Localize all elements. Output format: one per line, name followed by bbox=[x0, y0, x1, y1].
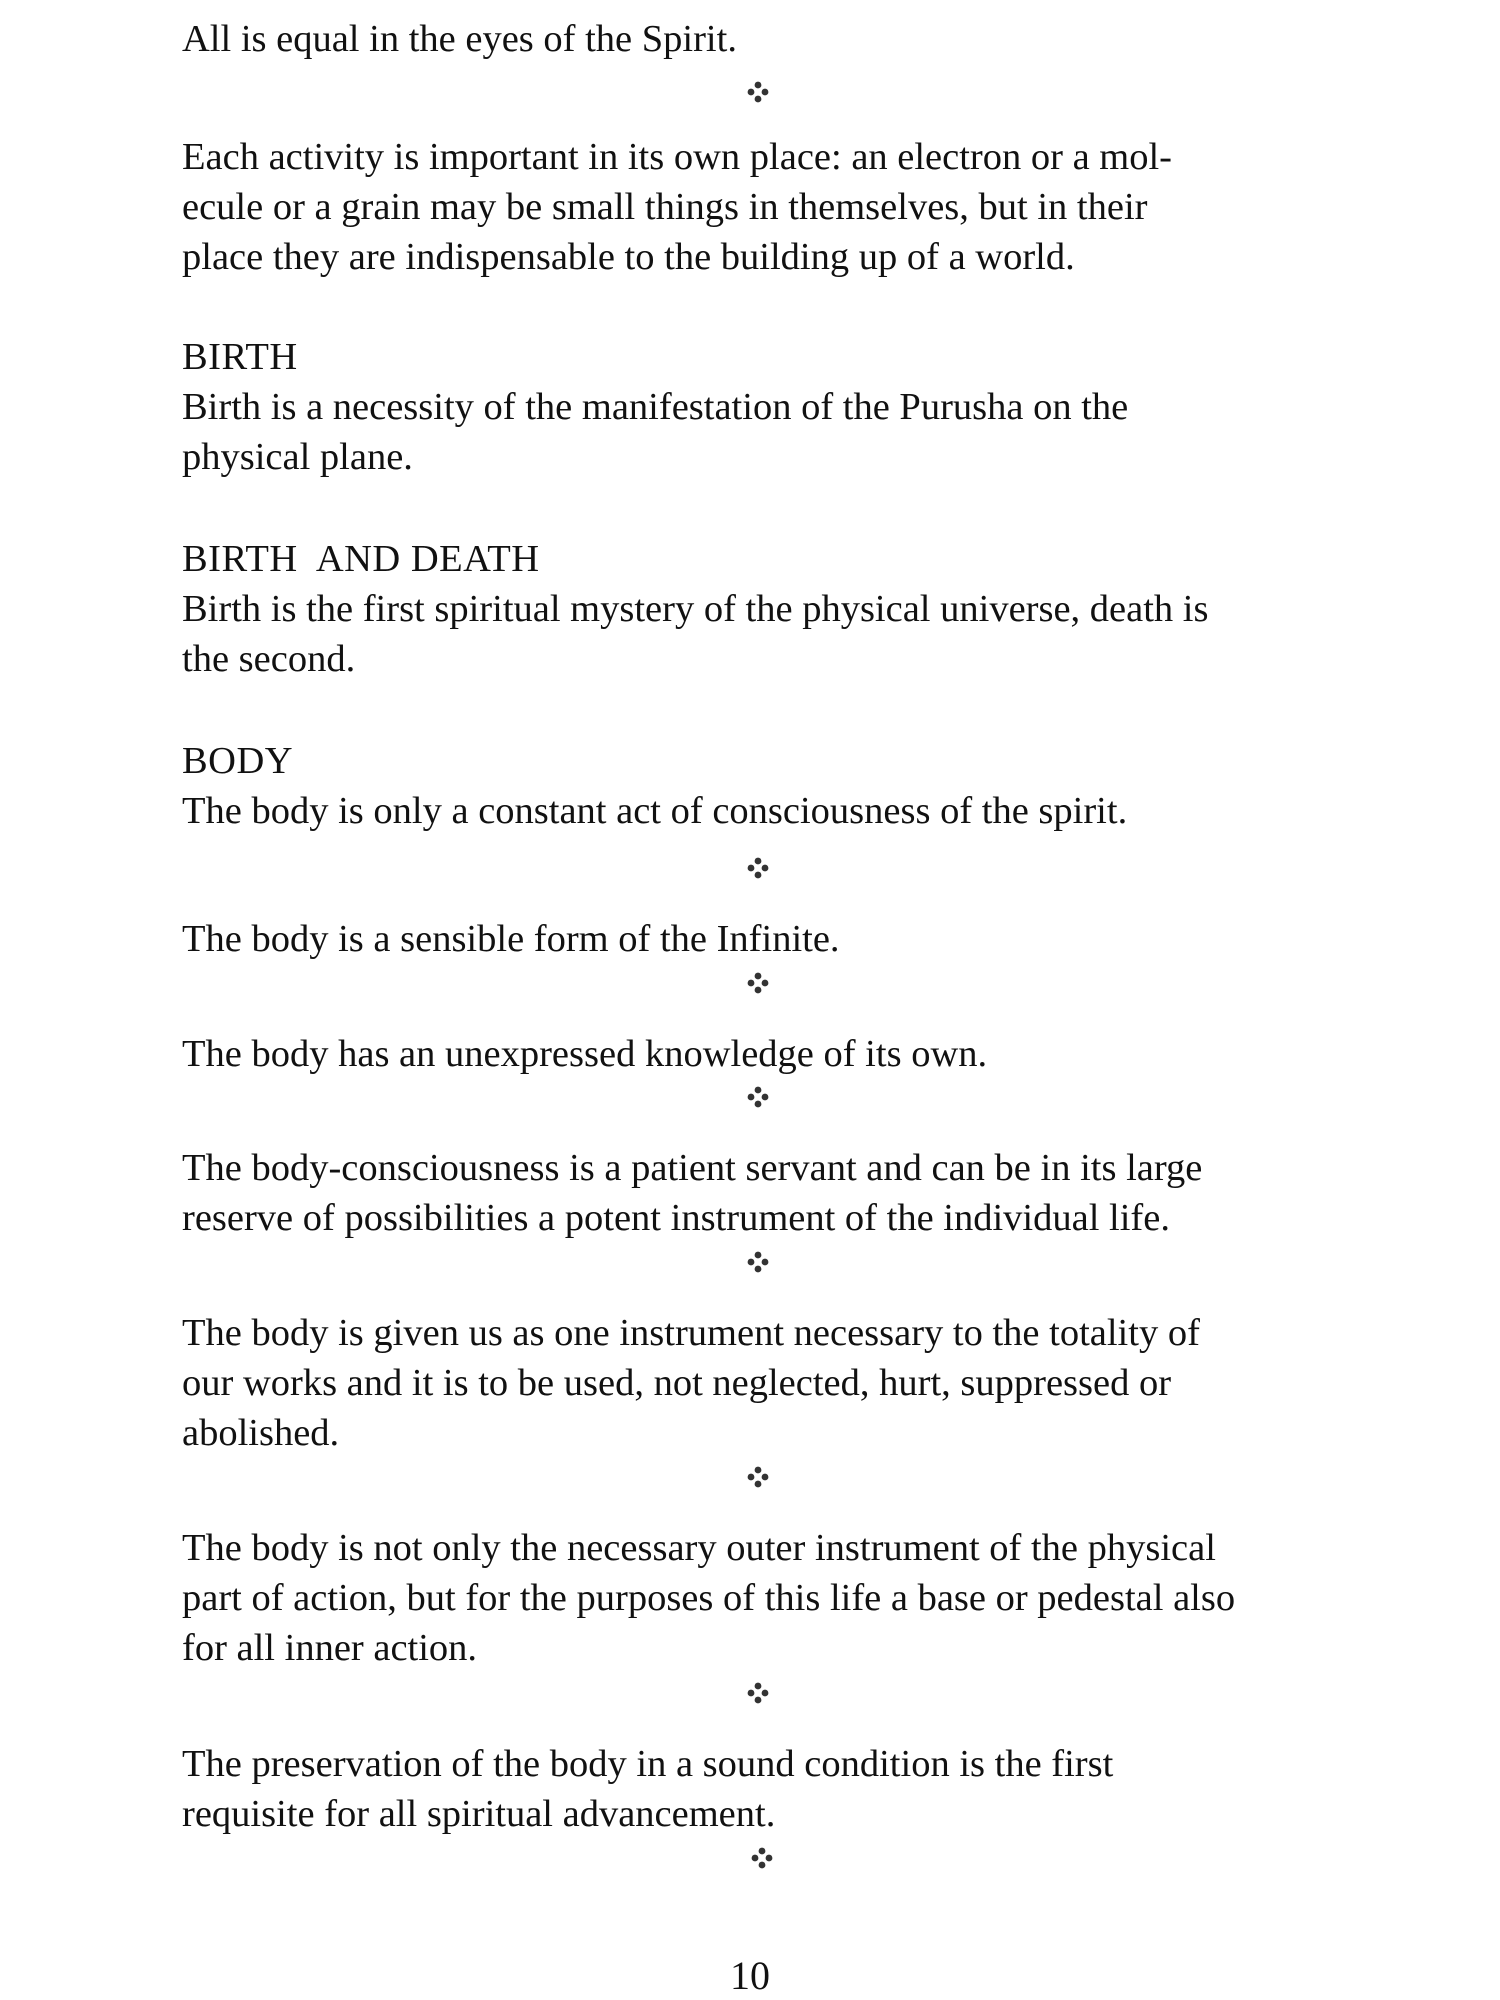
text-line: The body is a sensible form of the Infinite. bbox=[182, 918, 840, 960]
paragraph-body-consciousness bbox=[182, 1143, 1362, 1243]
text-line: The body is not only the necessary outer instrument of the physical bbox=[182, 1527, 1216, 1569]
paragraph-body-instrument bbox=[182, 1308, 1362, 1458]
text-line: Birth is a necessity of the manifestation of the Purusha on the bbox=[182, 386, 1129, 428]
text-line: the second. bbox=[182, 638, 356, 680]
paragraph-activity bbox=[182, 132, 1362, 282]
text-line: ecule or a grain may be small things in themselves, but in their bbox=[182, 186, 1148, 228]
text-line: The preservation of the body in a sound condition is the first bbox=[182, 1743, 1114, 1785]
paragraph-body-preservation bbox=[182, 1739, 1362, 1839]
text-line: physical plane. bbox=[182, 436, 413, 478]
text-line: The body is only a constant act of consciousness of the spirit. bbox=[182, 790, 1128, 832]
text-line: our works and it is to be used, not neglected, hurt, suppressed or bbox=[182, 1362, 1172, 1404]
four-dot-diamond-icon bbox=[738, 963, 778, 1003]
heading-birth: BIRTH bbox=[182, 336, 298, 378]
four-dot-diamond-icon bbox=[738, 1673, 778, 1713]
text-line: The body has an unexpressed knowledge of its own. bbox=[182, 1033, 988, 1075]
paragraph-body-knowledge bbox=[182, 1029, 1362, 1079]
four-dot-diamond-icon bbox=[738, 1242, 778, 1282]
page-number: 10 bbox=[730, 1953, 770, 1998]
four-dot-diamond-icon bbox=[738, 1077, 778, 1117]
four-dot-diamond-icon bbox=[738, 848, 778, 888]
section-body bbox=[182, 736, 1362, 836]
text-line: Each activity is important in its own place: an electron or a mol- bbox=[182, 136, 1173, 178]
text-line: for all inner action. bbox=[182, 1627, 478, 1669]
text-line: Birth is the first spiritual mystery of the physical universe, death is bbox=[182, 588, 1209, 630]
heading-body: BODY bbox=[182, 740, 294, 782]
text-line: reserve of possibilities a potent instrument of the individual life. bbox=[182, 1197, 1170, 1239]
paragraph-spirit-equality bbox=[182, 14, 1362, 64]
paragraph-body-pedestal bbox=[182, 1523, 1362, 1673]
text-line: The body is given us as one instrument necessary to the totality of bbox=[182, 1312, 1200, 1354]
text-line: All is equal in the eyes of the Spirit. bbox=[182, 18, 737, 60]
four-dot-diamond-icon bbox=[742, 1838, 782, 1878]
paragraph-body-form bbox=[182, 914, 1362, 964]
text-line: part of action, but for the purposes of this life a base or pedestal also bbox=[182, 1577, 1236, 1619]
four-dot-diamond-icon bbox=[738, 72, 778, 112]
four-dot-diamond-icon bbox=[738, 1457, 778, 1497]
text-line: abolished. bbox=[182, 1412, 340, 1454]
text-line: requisite for all spiritual advancement. bbox=[182, 1793, 776, 1835]
text-line: The body-consciousness is a patient servant and can be in its large bbox=[182, 1147, 1203, 1189]
text-line: place they are indispensable to the building up of a world. bbox=[182, 236, 1075, 278]
section-birth-and-death bbox=[182, 534, 1362, 684]
section-birth bbox=[182, 332, 1362, 482]
heading-birth-and-death: BIRTH AND DEATH bbox=[182, 538, 540, 580]
